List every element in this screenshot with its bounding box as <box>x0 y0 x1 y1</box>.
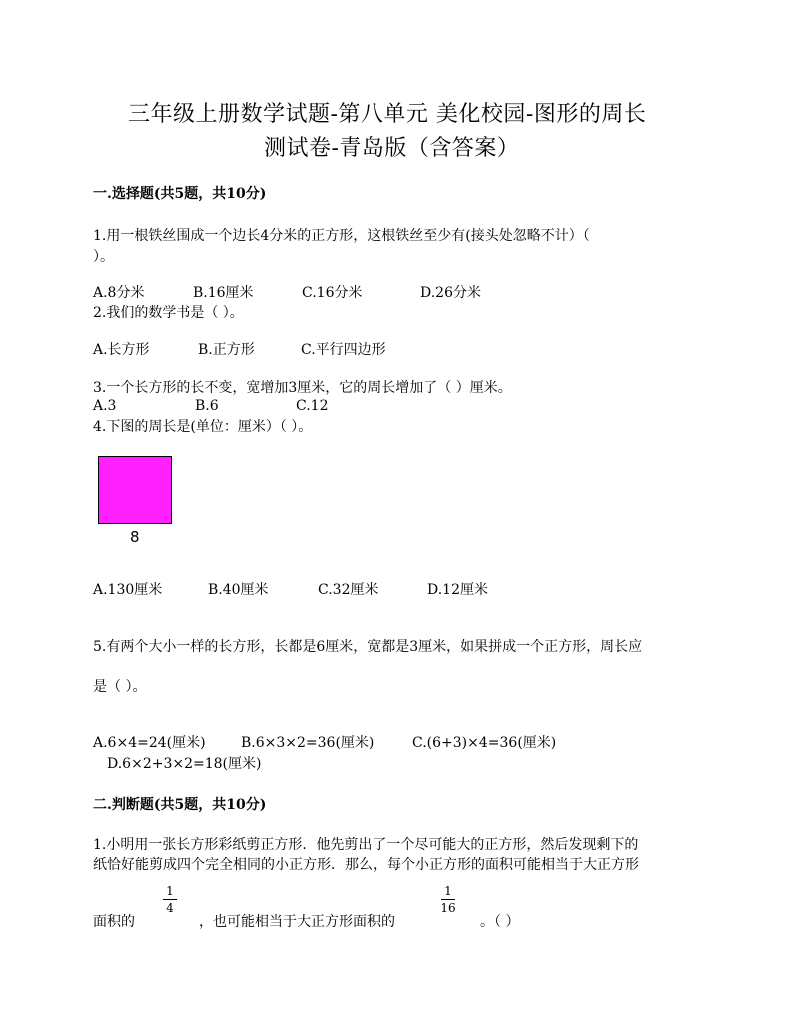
question-3-option-c[interactable]: C.12 <box>296 398 329 414</box>
question-5-option-b[interactable]: B.6×3×2=36(厘米) <box>241 735 375 751</box>
question-1-option-d[interactable]: D.26分米 <box>420 285 481 301</box>
question-4-option-a[interactable]: A.130厘米 <box>93 582 163 598</box>
question-3-text: 3.一个长方形的长不变，宽增加3厘米，它的周长增加了（ ）厘米。 <box>93 380 512 396</box>
judge-question-1-text-line-2: 纸恰好能剪成四个完全相同的小正方形．那么，每个小正方形的面积可能相当于大正方形 <box>93 857 639 873</box>
question-3-option-b[interactable]: B.6 <box>195 398 219 414</box>
question-5-option-d[interactable]: D.6×2+3×2=18(厘米) <box>107 756 262 772</box>
question-1-text-line-2: ）。 <box>93 249 114 265</box>
fraction-one-quarter <box>160 884 180 915</box>
fraction-1-bar <box>163 899 177 900</box>
question-5-text-line-1: 5.有两个大小一样的长方形，长都是6厘米，宽都是3厘米，如果拼成一个正方形，周长应 <box>93 639 643 655</box>
judge-question-1-part-b: ，也可能相当于大正方形面积的 <box>199 914 395 930</box>
judge-question-1-part-a: 面积的 <box>93 914 135 930</box>
page-title-line-2: 测试卷-青岛版（含答案） <box>264 136 520 161</box>
question-4-option-b[interactable]: B.40厘米 <box>208 582 269 598</box>
question-2-option-c[interactable]: C.平行四边形 <box>301 342 386 358</box>
page-title-line-1: 三年级上册数学试题-第八单元 美化校园-图形的周长 <box>128 102 647 127</box>
question-4-text: 4.下图的周长是(单位：厘米）（ ）。 <box>93 419 313 435</box>
question-5-option-c[interactable]: C.(6+3)×4=36(厘米) <box>412 735 557 751</box>
question-4-option-c[interactable]: C.32厘米 <box>318 582 379 598</box>
question-1-text-line-1: 1.用一根铁丝围成一个边长4分米的正方形，这根铁丝至少有(接头处忽略不计）（ <box>93 228 590 244</box>
fraction-2-denominator: 16 <box>440 901 456 915</box>
question-2-option-b[interactable]: B.正方形 <box>198 342 255 358</box>
judge-question-1-text-line-1: 1.小明用一张长方形彩纸剪正方形．他先剪出了一个尽可能大的正方形，然后发现剩下的 <box>93 837 639 853</box>
fraction-2-numerator: 1 <box>444 884 452 898</box>
fraction-one-sixteenth <box>438 884 458 915</box>
question-1-option-a[interactable]: A.8分米 <box>93 285 145 301</box>
section-2-heading: 二.判断题(共5题，共10分) <box>93 797 267 813</box>
question-5-text-line-2: 是（ ）。 <box>93 679 147 695</box>
square-figure <box>98 456 172 524</box>
question-2-text: 2.我们的数学书是（ ）。 <box>93 305 244 321</box>
question-1-option-b[interactable]: B.16厘米 <box>193 285 254 301</box>
question-2-option-a[interactable]: A.长方形 <box>93 342 150 358</box>
fraction-2-bar <box>441 899 455 900</box>
judge-question-1-part-c: 。（ ） <box>480 914 520 930</box>
question-1-option-c[interactable]: C.16分米 <box>302 285 363 301</box>
section-1-heading: 一.选择题(共5题，共10分) <box>93 186 267 202</box>
question-4-option-d[interactable]: D.12厘米 <box>427 582 488 598</box>
fraction-1-numerator: 1 <box>166 884 174 898</box>
square-side-label: 8 <box>130 528 140 546</box>
question-5-option-a[interactable]: A.6×4=24(厘米) <box>93 735 206 751</box>
fraction-1-denominator: 4 <box>166 901 174 915</box>
question-3-option-a[interactable]: A.3 <box>93 398 117 414</box>
